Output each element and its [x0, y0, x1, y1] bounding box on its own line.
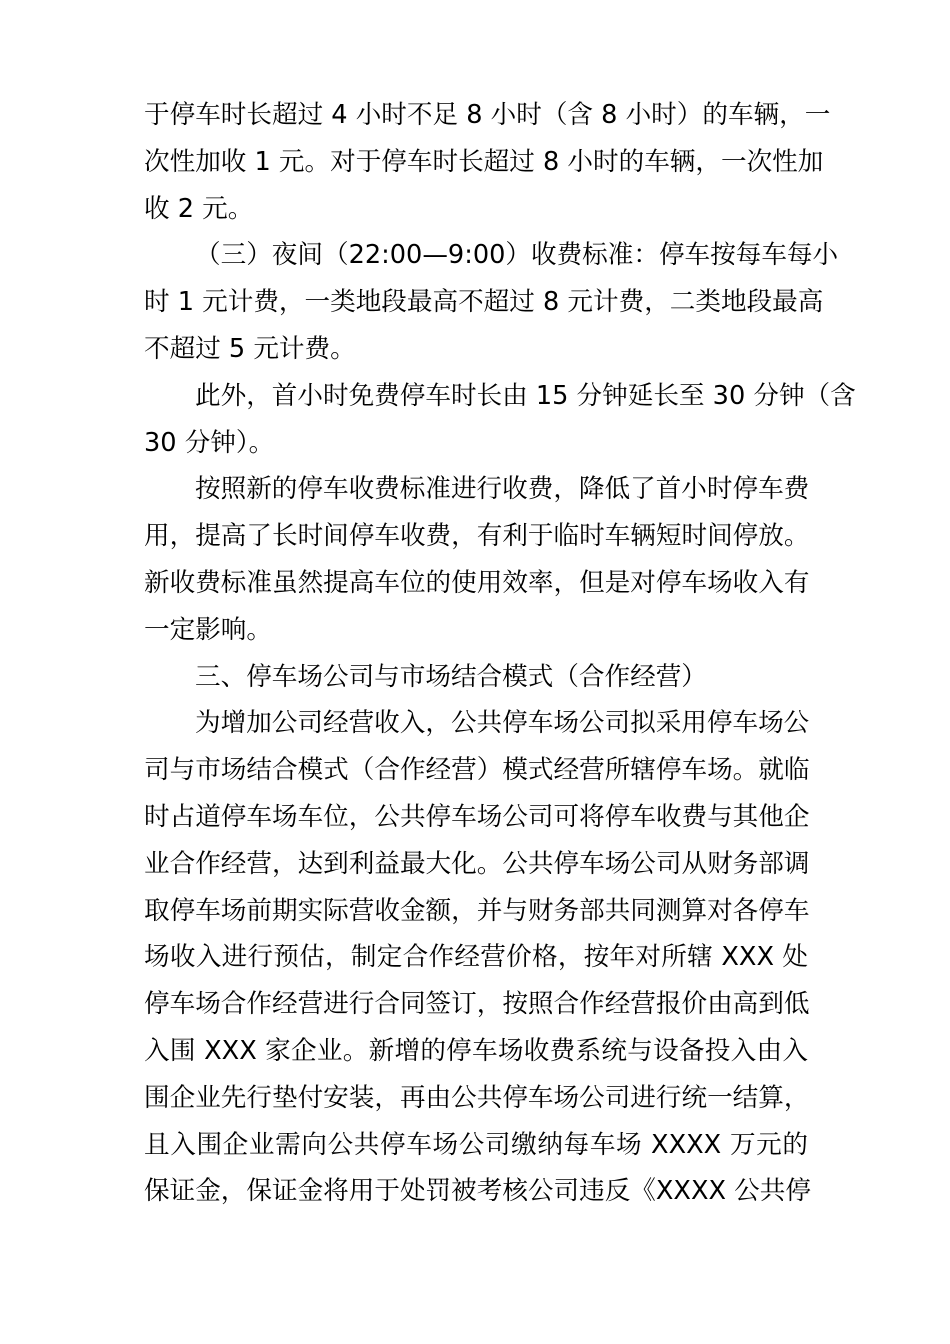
text-line: （三）夜间（22:00—9:00）收费标准：停车按每车每小	[195, 240, 839, 271]
text-line: 此外，首小时免费停车时长由 15 分钟延长至 30 分钟（含	[195, 380, 856, 411]
text-line: 三、停车场公司与市场结合模式（合作经营）	[195, 661, 707, 692]
text-line: 停车场合作经营进行合同签订，按照合作经营报价由高到低	[144, 989, 810, 1020]
text-line: 时 1 元计费，一类地段最高不超过 8 元计费，二类地段最高	[144, 287, 824, 318]
text-line: 时占道停车场车位，公共停车场公司可将停车收费与其他企	[144, 801, 810, 832]
text-line: 业合作经营，达到利益最大化。公共停车场公司从财务部调	[144, 848, 810, 879]
text-line: 收 2 元。	[144, 193, 254, 224]
text-line: 且入围企业需向公共停车场公司缴纳每车场 XXXX 万元的	[144, 1129, 808, 1160]
text-line: 司与市场结合模式（合作经营）模式经营所辖停车场。就临	[144, 755, 810, 786]
text-line: 取停车场前期实际营收金额，并与财务部共同测算对各停车	[144, 895, 810, 926]
text-line: 入围 XXX 家企业。新增的停车场收费系统与设备投入由入	[144, 1035, 808, 1066]
text-line: 为增加公司经营收入，公共停车场公司拟采用停车场公	[195, 708, 810, 739]
document-body	[144, 92, 856, 1215]
text-line: 用，提高了长时间停车收费，有利于临时车辆短时间停放。	[144, 521, 810, 552]
text-line: 新收费标准虽然提高车位的使用效率，但是对停车场收入有	[144, 567, 810, 598]
text-line: 一定影响。	[144, 614, 272, 645]
text-line: 于停车时长超过 4 小时不足 8 小时（含 8 小时）的车辆，一	[144, 100, 831, 130]
text-line: 场收入进行预估，制定合作经营价格，按年对所辖 XXX 处	[144, 942, 808, 973]
text-line: 30 分钟）。	[144, 427, 275, 458]
text-line: 次性加收 1 元。对于停车时长超过 8 小时的车辆，一次性加	[144, 146, 824, 177]
text-line: 按照新的停车收费标准进行收费，降低了首小时停车费	[195, 474, 810, 505]
text-line: 围企业先行垫付安装，再由公共停车场公司进行统一结算，	[144, 1082, 810, 1113]
text-line: 保证金，保证金将用于处罚被考核公司违反《XXXX 公共停	[144, 1176, 811, 1207]
text-line: 不超过 5 元计费。	[144, 333, 356, 364]
